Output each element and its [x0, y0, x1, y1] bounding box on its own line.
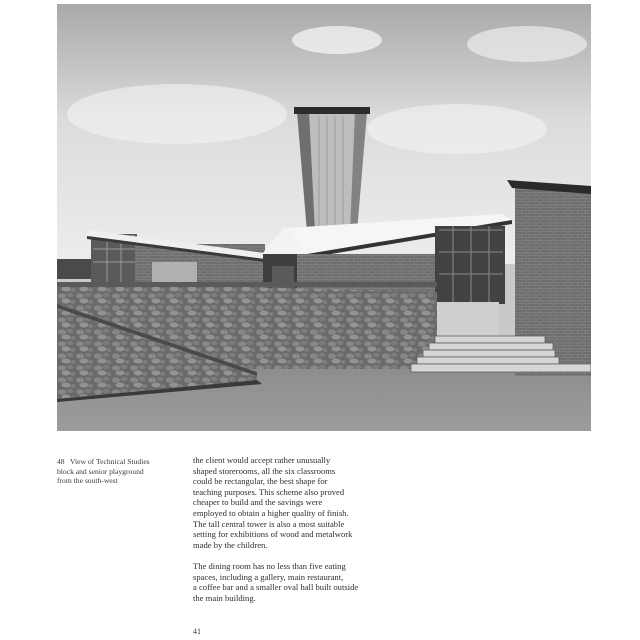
figure-caption-text: View of Technical Studies block and senior playground from the south-west — [57, 457, 150, 485]
paragraph: The dining room has no less than five eating spaces, including a gallery, main restaurant, a coffee bar and a smaller oval hall built outside the main building. — [193, 560, 359, 603]
body-text — [193, 455, 393, 614]
paragraph: the client would accept rather unusually shaped storerooms, all the six classrooms could be rectangular, the best shape for teaching purposes. This scheme also proved cheaper to build and the savings were employed to obtain a higher quality of finish. The tall central tower is also a most suitable setting for exhibitions of wood and metalwork made by the children. — [193, 455, 353, 550]
figure-caption — [57, 457, 177, 486]
figure-number: 48 — [57, 457, 65, 466]
page-number: 41 — [193, 627, 201, 636]
building-photograph — [57, 4, 591, 431]
